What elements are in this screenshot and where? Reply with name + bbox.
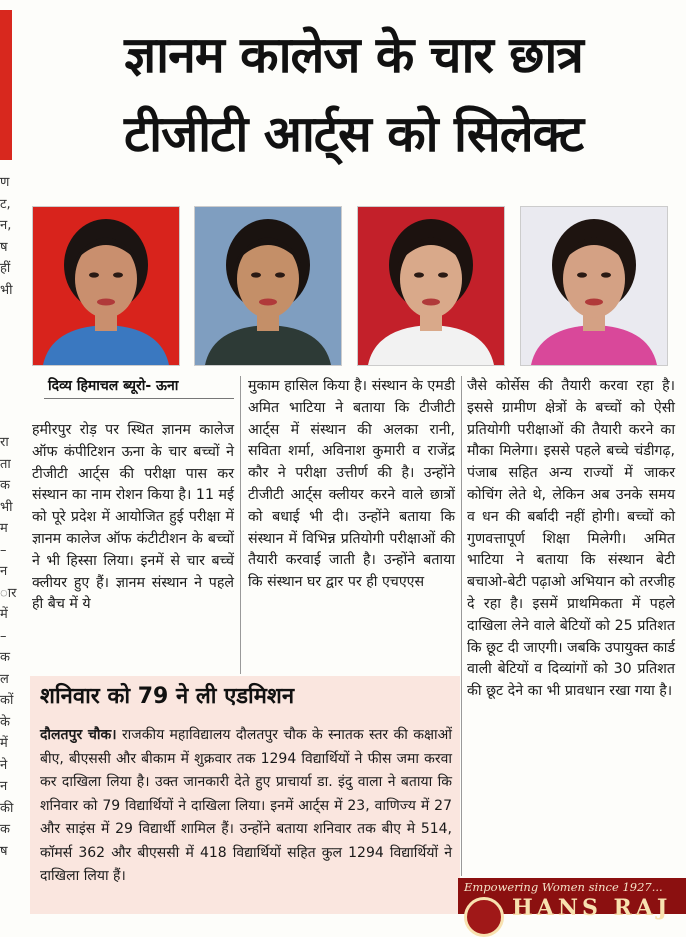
adjacent-text-fragment: के	[0, 714, 10, 730]
adjacent-red-banner	[0, 10, 12, 160]
article-headline	[26, 16, 681, 174]
adjacent-text-fragment: ण	[0, 175, 10, 190]
student-photo-2	[194, 206, 342, 366]
adjacent-article-strip	[0, 0, 22, 914]
adjacent-text-fragment: क	[0, 650, 10, 665]
article-column-2	[248, 376, 455, 594]
adjacent-text-fragment: रा	[0, 435, 9, 450]
ad-logo-emblem	[464, 897, 504, 937]
adjacent-text-fragment: ष	[0, 239, 8, 255]
adjacent-text-fragment: क	[0, 822, 10, 837]
adjacent-text-fragments	[0, 172, 22, 301]
portrait-image	[521, 207, 667, 365]
byline: दिव्य हिमाचल ब्यूरो- ऊना	[48, 378, 179, 394]
adjacent-text-fragment: –	[0, 542, 7, 558]
byline-rule	[44, 398, 234, 399]
article-column-1	[32, 420, 234, 616]
portrait-image	[33, 207, 179, 365]
adjacent-text-fragment: कों	[0, 693, 14, 708]
headline-line-1: ज्ञानम कालेज के चार छात्र	[124, 26, 583, 84]
adjacent-text-fragments-lower	[0, 432, 22, 862]
column-divider	[461, 376, 462, 876]
adjacent-text-fragment: की	[0, 800, 14, 816]
student-photo-1	[32, 206, 180, 366]
adjacent-text-fragment: में	[0, 607, 8, 622]
adjacent-text-fragment: न	[0, 779, 8, 794]
student-photo-3	[357, 206, 505, 366]
adjacent-text-fragment: ट,	[0, 196, 11, 212]
adjacent-text-fragment: में	[0, 736, 8, 751]
headline-line-2: टीजीटी आर्ट्स को सिलेक्ट	[123, 105, 584, 163]
adjacent-text-fragment: –	[0, 628, 7, 644]
column-divider	[240, 376, 241, 674]
column-2-text: मुकाम हासिल किया है। संस्थान के एमडी अमित भाटिया ने बताया कि टीजीटी आर्ट्स में संस्थान की अलका रानी, सविता शर्मा, अविनाश कुमारी व राजेंद्र कौर ने परीक्षा उत्तीर्ण की है। उन्होंने टीजीटी आर्ट्स क्लीयर करने वाले छात्रों को बधाई भी दी। उन्होंने बताया कि संस्थान में विभिन्न प्रतियोगी परीक्षाओं की तैयारी करवाई जाती है। उन्होंने बताया कि संस्थान घर द्वार पर ही एचएएस	[248, 378, 455, 591]
portrait-image	[358, 207, 504, 365]
adjacent-text-fragment: भी	[0, 282, 13, 298]
adjacent-text-fragment: म	[0, 521, 8, 536]
inset-headline: शनिवार को 79 ने ली एडमिशन	[40, 684, 295, 709]
column-1-text: हमीरपुर रोड़ पर स्थित ज्ञानम कालेज ऑफ कंपीटिशन ऊना के चार बच्चों ने टीजीटी आर्ट्स की परीक्षा पास कर संस्थान का नाम रोशन किया है। 11 मई को पूरे प्रदेश में आयोजित हुई परीक्षा में ज्ञानम कालेज ऑफ कंटीटीशन के बच्चों ने भी हिस्सा लिया। इनमें से चार बच्चें क्लीयर हुए हैं। ज्ञानम संस्थान ने पहले ही बैच में ये	[32, 422, 234, 613]
article-column-3	[467, 376, 675, 703]
student-photo-4	[520, 206, 668, 366]
inset-body	[40, 724, 452, 889]
adjacent-text-fragment: ार	[0, 585, 17, 601]
adjacent-text-fragment: ने	[0, 757, 8, 773]
adjacent-text-fragment: हीं	[0, 261, 11, 276]
adjacent-text-fragment: ता	[0, 456, 11, 472]
adjacent-text-fragment: ष	[0, 843, 8, 859]
adjacent-text-fragment: क	[0, 478, 10, 493]
adjacent-text-fragment: भी	[0, 499, 13, 515]
ad-brand-name: HANS RAJ	[512, 895, 672, 921]
portrait-image	[195, 207, 341, 365]
column-3-text: जैसे कोर्सेस की तैयारी करवा रहा है। इससे ग्रामीण क्षेत्रों के बच्चों को ऐसी प्रतियोगी परीक्षाओं की तैयारी करने का मौका मिलेगा। इससे पहले बच्चे चंडीगढ़, पंजाब सहित अन्य राज्यों में जाकर कोचिंग लेते थे, लेकिन अब उनके समय व धन की बर्बादी नहीं होगी। बच्चों को गुणवत्तापूर्ण शिक्षा मिलेगी। अमित भाटिया ने बताया कि संस्थान बेटी बचाओ-बेटी पढ़ाओ अभियान को तरजीह दे रहा है। इसमें प्राथमिकता में पहले दाखिला लेने वाले बेटियों को 25 प्रतिशत कि छूट दी जाएगी। जबकि उपायुक्त कार्ड वाली बेटियों व दिव्यांगों को 30 प्रतिशत की छूट देने का भी प्रावधान रखा गया है।	[467, 378, 675, 700]
inset-dateline: दौलतपुर चौक।	[40, 727, 117, 743]
ad-tagline: Empowering Women since 1927...	[464, 880, 663, 894]
adjacent-text-fragment: न,	[0, 218, 12, 233]
adjacent-text-fragment: न	[0, 564, 8, 579]
adjacent-text-fragment: ल	[0, 671, 9, 687]
inset-text: राजकीय महाविद्यालय दौलतपुर चौक के स्नातक स्तर की कक्षाओं बीए, बीएससी और बीकाम में शुक्रवार तक 1294 विद्यार्थियों ने फीस जमा करवा कर दाखिला लिया है। उक्त जानकारी देते हुए प्राचार्या डा. इंदु वाला ने बताया कि शनिवार को 79 विद्यार्थियों ने दाखिला लिया। इनमें आर्ट्स में 23, वाणिज्य में 27 और साइंस में 29 विद्यार्थी शामिल हैं। उन्होंने बताया शनिवार तक बीए मे 514, कॉमर्स 362 और बीएससी में 418 विद्यार्थियों सहित कुल 1294 विद्यार्थियों ने दाखिला लिया हैं।	[40, 727, 452, 884]
